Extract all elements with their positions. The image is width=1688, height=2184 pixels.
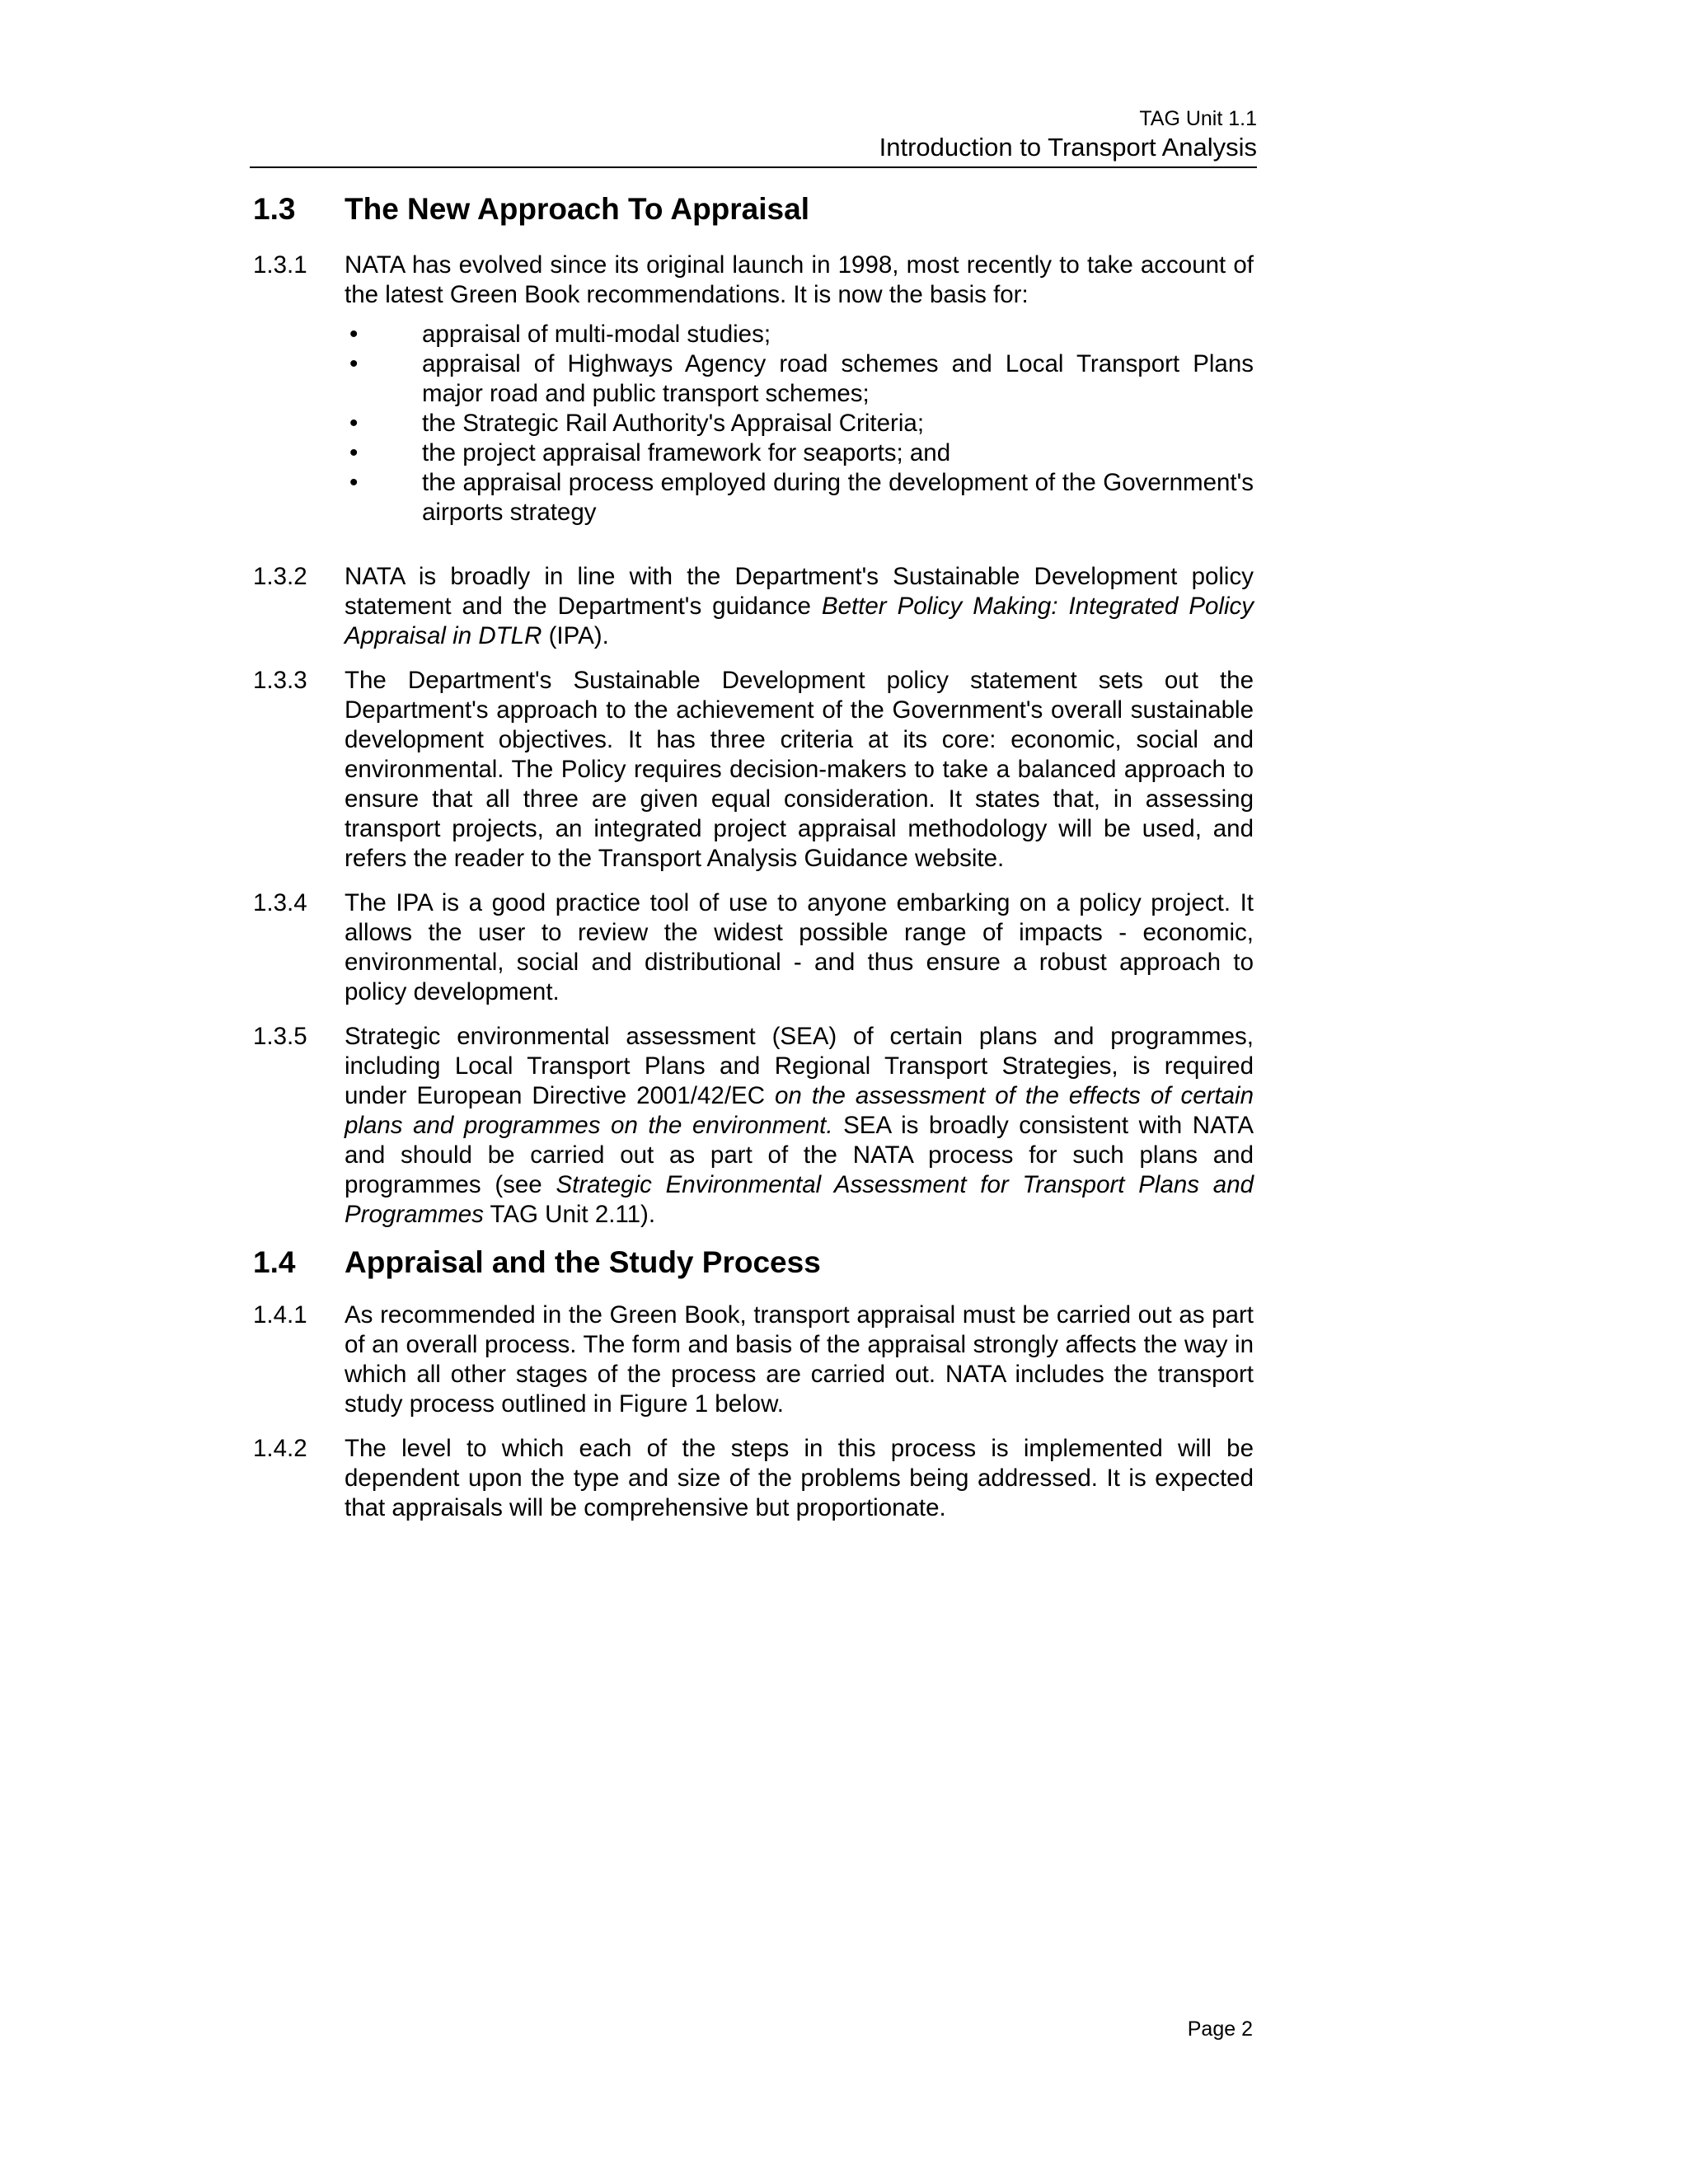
list-item-text: appraisal of multi-modal studies; [422,321,771,348]
list-item-text: the Strategic Rail Authority's Appraisal Criteria; [422,410,925,437]
paragraph-text: The IPA is a good practice tool of use to anyone embarking on a policy project. It allows the user to review the widest possible range of impacts - economic, environmental, social and distributional - and thus ensure a robust approach to policy development. [345,889,1254,1005]
paragraph-1-3-3 [253,666,1254,874]
main-content [253,190,1254,1523]
header-unit: TAG Unit 1.1 [1139,107,1257,130]
document-title-reference: Strategic Environmental Assessment for Transport Plans and Programmes [345,1171,1254,1228]
paragraph-number: 1.4.2 [253,1435,307,1462]
paragraph-1-3-4 [253,888,1254,1007]
paragraph-1-4-1 [253,1301,1254,1419]
bullet-icon: • [349,321,359,348]
paragraph-number: 1.3.1 [253,251,307,279]
bullet-icon: • [349,350,359,377]
bullet-list [345,320,1254,527]
paragraph-1-3-5 [253,1022,1254,1230]
list-item [345,349,1254,409]
header-title: Introduction to Transport Analysis [879,133,1257,162]
paragraph-text: As recommended in the Green Book, transport appraisal must be carried out as part of an overall process. The form and basis of the appraisal strongly affects the way in which all other stages of the process are carried out. NATA includes the transport study process outlined in Figure 1 below. [345,1301,1254,1418]
section-number: 1.3 [253,192,296,226]
text-run: SEA is broadly consistent with NATA and should be carried out as part of the NATA process for such plans and programmes (see [345,1112,1254,1198]
document-title-reference: Better Policy Making: Integrated Policy Appraisal in DTLR [345,593,1254,649]
paragraph-number: 1.3.5 [253,1023,307,1050]
paragraph-1-3-1 [253,251,1254,310]
paragraph-text: The Department's Sustainable Development policy statement sets out the Department's approach to the achievement of the Government's overall sustainable development objectives. It has three criteria at its core: economic, social and environmental. The Policy requires decision-makers to take a balanced approach to ensure that all three are given equal consideration. It states that, in assessing transport projects, an integrated project appraisal methodology will be used, and refers the reader to the Transport Analysis Guidance website. [345,667,1254,872]
list-item-text: the project appraisal framework for seaports; and [422,439,951,466]
paragraph-number: 1.3.2 [253,563,307,590]
section-title: Appraisal and the Study Process [345,1245,821,1279]
bullet-icon: • [349,410,359,437]
text-run: Strategic environmental assessment (SEA) of certain plans and programmes, including Local Transport Plans and Regional Transport Strategies, is required under European Directive 2001/42/EC [345,1023,1254,1109]
text-run: TAG Unit 2.11). [483,1201,656,1228]
list-item [345,438,1254,468]
section-number: 1.4 [253,1245,296,1279]
section-title: The New Approach To Appraisal [345,192,809,226]
list-item-text: the appraisal process employed during the development of the Government's airports strategy [422,469,1254,526]
paragraph-number: 1.3.4 [253,889,307,916]
list-item [345,409,1254,438]
paragraph-text: The level to which each of the steps in this process is implemented will be dependent upon the type and size of the problems being addressed. It is expected that appraisals will be comprehensive but proportionate. [345,1435,1254,1521]
text-run: NATA is broadly in line with the Department's Sustainable Development policy statement and the Department's guidance [345,563,1254,620]
paragraph-1-4-2 [253,1434,1254,1523]
text-run: (IPA). [542,622,609,649]
paragraph-number: 1.4.1 [253,1301,307,1329]
list-item [345,320,1254,349]
section-heading-1-4 [253,1243,1254,1282]
paragraph-number: 1.3.3 [253,667,307,694]
paragraph-text [345,1022,1254,1230]
list-item [345,468,1254,527]
page-number: Page 2 [1187,2018,1253,2041]
paragraph-1-3-2 [253,562,1254,651]
bullet-icon: • [349,469,359,496]
paragraph-text [345,562,1254,651]
paragraph-text: NATA has evolved since its original launch in 1998, most recently to take account of the latest Green Book recommendations. It is now the basis for: [345,251,1254,308]
page-header [250,105,1257,168]
list-item-text: appraisal of Highways Agency road schemes and Local Transport Plans major road and public transport schemes; [422,350,1254,407]
section-heading-1-3 [253,190,1254,229]
bullet-icon: • [349,439,359,466]
directive-title-reference: on the assessment of the effects of certain plans and programmes on the environment. [345,1082,1254,1139]
